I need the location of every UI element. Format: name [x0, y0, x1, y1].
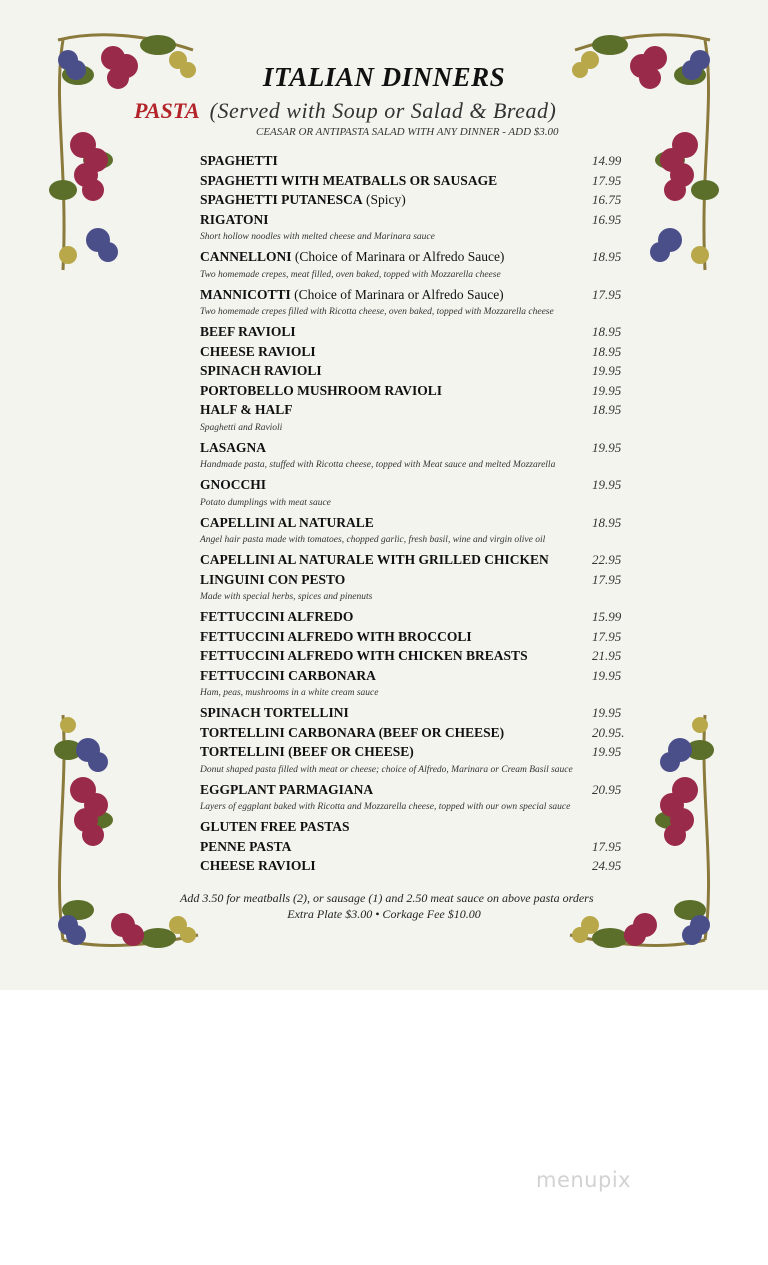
menu-item-name-text: FETTUCCINI CARBONARA [200, 667, 376, 683]
menu-item-price: 18.95 [592, 402, 622, 417]
menu-item-name-text: FETTUCCINI ALFREDO [200, 609, 354, 624]
menu-item-description-row [200, 762, 630, 780]
menu-item [200, 856, 630, 876]
menu-item-name-text: GLUTEN FREE PASTAS [200, 819, 350, 834]
menu-item-description: Two homemade crepes filled with Ricotta cheese, oven baked, topped with Mozzarella cheese [200, 307, 554, 317]
menu-item-name [200, 322, 296, 341]
menu-item-note: (Choice of Marinara or Alfredo Sauce) [291, 249, 505, 264]
menu-item [200, 817, 630, 837]
menu-item [200, 190, 630, 210]
menu-item-name [200, 646, 528, 665]
menu-item-price: 20.95. [592, 724, 625, 740]
menu-item-description: Potato dumplings with meat sauce [200, 497, 331, 508]
menu-item-list [200, 151, 630, 876]
menu-item-description-row [200, 589, 630, 607]
menu-item-description-row [200, 267, 630, 285]
menu-item-name [200, 438, 266, 457]
menu-item-note: (Choice of Marinara or Alfredo Sauce) [290, 286, 504, 302]
menu-item-price: 18.95 [592, 343, 622, 359]
menu-item-name-text: SPAGHETTI WITH MEATBALLS OR SAUSAGE [200, 172, 498, 188]
section-heading [134, 98, 556, 124]
menu-item-name-text: RIGATONI [200, 211, 269, 227]
salad-addon-note: CEASAR OR ANTIPASTA SALAD WITH ANY DINNER - ADD $3.00 [256, 126, 559, 138]
menu-item-name-text: PENNE PASTA [200, 838, 292, 854]
menu-item [200, 607, 630, 627]
menu-item-name-text: CANNELLONI [200, 249, 292, 264]
menu-item-name [200, 837, 291, 856]
menu-item [200, 151, 630, 171]
menu-item-price: 17.95 [592, 628, 622, 644]
menu-item-price: 17.95 [592, 838, 622, 854]
menu-item-name-text: HALF & HALF [200, 402, 293, 417]
menu-item [200, 381, 630, 401]
menu-item-price: 18.95 [592, 324, 622, 339]
footer-addons-note: Add 3.50 for meatballs (2), or sausage (1) and 2.50 meat sauce on above pasta orders [180, 891, 594, 905]
menu-item-price: 19.95 [592, 744, 622, 759]
menu-item-name-text: SPAGHETTI [200, 153, 278, 168]
menu-item-description: Donut shaped pasta filled with meat or cheese; choice of Alfredo, Marinara or Cream Basil sauce [200, 764, 573, 775]
section-name: PASTA [134, 98, 200, 123]
menu-item-name-text: MANNICOTTI [200, 286, 291, 302]
menu-item-name [200, 210, 269, 229]
menu-item [200, 400, 630, 420]
menu-item-price: 19.95 [592, 439, 622, 455]
menu-item-price: 18.95 [592, 514, 622, 530]
menu-item [200, 322, 630, 342]
menu-item-name-text: LASAGNA [200, 439, 267, 455]
menu-item-description: Angel hair pasta made with tomatoes, chopped garlic, fresh basil, wine and virgin olive oil [200, 535, 546, 545]
menu-item-name [200, 475, 266, 494]
menu-item-note: (Spicy) [362, 192, 406, 207]
menu-item-name [200, 817, 350, 836]
menu-item-description-row [200, 457, 630, 475]
menu-item-price: 18.95 [592, 249, 622, 264]
menu-item-name [200, 361, 322, 380]
menu-item-name-text: FETTUCCINI ALFREDO WITH CHICKEN BREASTS [200, 648, 528, 663]
menu-item [200, 475, 630, 495]
menu-item-description-row [200, 420, 630, 438]
menu-item-price: 17.95 [592, 571, 622, 587]
menu-item [200, 780, 630, 800]
menu-item-name-text: LINGUINI CON PESTO [200, 571, 346, 587]
menu-item [200, 723, 630, 743]
menu-item [200, 646, 630, 666]
menu-item-price: 22.95 [592, 552, 622, 567]
menu-item-name [200, 381, 442, 400]
menu-item [200, 666, 630, 686]
menu-item-price: 15.99 [592, 609, 622, 624]
menu-item-name [200, 570, 345, 589]
menu-item-price: 19.95 [592, 382, 622, 398]
menu-item [200, 438, 630, 458]
menu-item-name [200, 190, 406, 209]
menu-item-name-text: GNOCCHI [200, 477, 267, 492]
menu-item [200, 742, 630, 762]
menu-item-price: 20.95 [592, 781, 622, 797]
menu-item-name-text: SPINACH RAVIOLI [200, 363, 322, 378]
menu-item-description-row [200, 685, 630, 703]
menu-item-name-text: CHEESE RAVIOLI [200, 858, 316, 873]
menu-item-name-text: TORTELLINI (BEEF OR CHEESE) [200, 744, 414, 759]
menu-item-name [200, 342, 316, 361]
menu-item-description: Layers of eggplant baked with Ricotta and Mozzarella cheese, topped with our own special sauce [200, 802, 571, 812]
menu-item-name-text: CAPELLINI AL NATURALE [200, 514, 374, 530]
menu-item-name [200, 247, 504, 266]
menu-item-description-row [200, 495, 630, 513]
menu-item-price: 24.95 [592, 858, 622, 873]
menu-item-description-row [200, 532, 630, 550]
menu-item-description-row [200, 799, 630, 817]
menu-item [200, 570, 630, 590]
menu-item-name [200, 742, 414, 761]
menu-item-description: Spaghetti and Ravioli [200, 422, 283, 433]
menu-item [200, 361, 630, 381]
menu-item-name-text: CAPELLINI AL NATURALE WITH GRILLED CHICKEN [200, 552, 549, 567]
grape-vine-top-left-decoration [38, 20, 203, 275]
menu-item-price: 19.95 [592, 363, 622, 378]
menu-title: ITALIAN DINNERS [262, 62, 506, 92]
menu-item-price: 19.95 [592, 477, 622, 492]
menu-item-price: 17.95 [592, 286, 622, 302]
menu-item-name-text: SPINACH TORTELLINI [200, 705, 349, 720]
menu-item [200, 171, 630, 191]
menu-item [200, 513, 630, 533]
menu-item-price: 14.99 [592, 153, 622, 168]
menu-item-price: 19.95 [592, 667, 622, 683]
menu-item [200, 627, 630, 647]
menu-item-name [200, 780, 373, 799]
menu-item-name [200, 550, 549, 569]
menu-item-name [200, 607, 353, 626]
menu-item [200, 210, 630, 230]
menu-item-description: Two homemade crepes, meat filled, oven baked, topped with Mozzarella cheese [200, 269, 501, 280]
menu-item-name [200, 513, 374, 532]
menu-item-name-text: FETTUCCINI ALFREDO WITH BROCCOLI [200, 628, 472, 644]
menu-item-name [200, 151, 278, 170]
menu-item-price: 19.95 [592, 705, 622, 720]
menu-item [200, 247, 630, 267]
menu-item-description: Short hollow noodles with melted cheese and Marinara sauce [200, 232, 435, 242]
menu-item-name-text: CHEESE RAVIOLI [200, 343, 316, 359]
menu-item [200, 342, 630, 362]
footer-fees-note: Extra Plate $3.00 • Corkage Fee $10.00 [287, 907, 481, 921]
menu-item-name-text: PORTOBELLO MUSHROOM RAVIOLI [200, 382, 443, 398]
menu-item [200, 703, 630, 723]
menu-item-name [200, 400, 293, 419]
menu-item-name [200, 703, 349, 722]
menu-item-name-text: TORTELLINI CARBONARA (BEEF OR CHEESE) [200, 724, 505, 740]
menu-item-price: 16.75 [592, 192, 622, 207]
menu-item-description: Ham, peas, mushrooms in a white cream sauce [200, 688, 379, 698]
menupix-watermark: menupix [536, 1168, 632, 1192]
menu-item-price: 16.95 [592, 211, 622, 227]
menu-item-name [200, 285, 504, 304]
menu-item-name [200, 171, 497, 190]
grape-vine-bottom-left-decoration [38, 710, 203, 960]
menu-item-name [200, 666, 376, 685]
menu-item [200, 550, 630, 570]
menu-item-price: 21.95 [592, 648, 622, 663]
menu-item [200, 837, 630, 857]
menu-item-description: Made with special herbs, spices and pinenuts [200, 592, 373, 602]
menu-item-description: Handmade pasta, stuffed with Ricotta cheese, topped with Meat sauce and melted Mozzarella [200, 460, 556, 470]
menu-item [200, 285, 630, 305]
menu-item-name [200, 723, 504, 742]
menu-item-price: 17.95 [592, 172, 622, 188]
section-served-note: (Served with Soup or Salad & Bread) [209, 98, 557, 123]
menu-item-name-text: SPAGHETTI PUTANESCA [200, 192, 363, 207]
menu-item-name-text: BEEF RAVIOLI [200, 324, 296, 339]
menu-item-name [200, 627, 472, 646]
menu-item-description-row [200, 304, 630, 322]
menu-item-description-row [200, 229, 630, 247]
menu-item-name-text: EGGPLANT PARMAGIANA [200, 781, 374, 797]
menu-item-name [200, 856, 316, 875]
